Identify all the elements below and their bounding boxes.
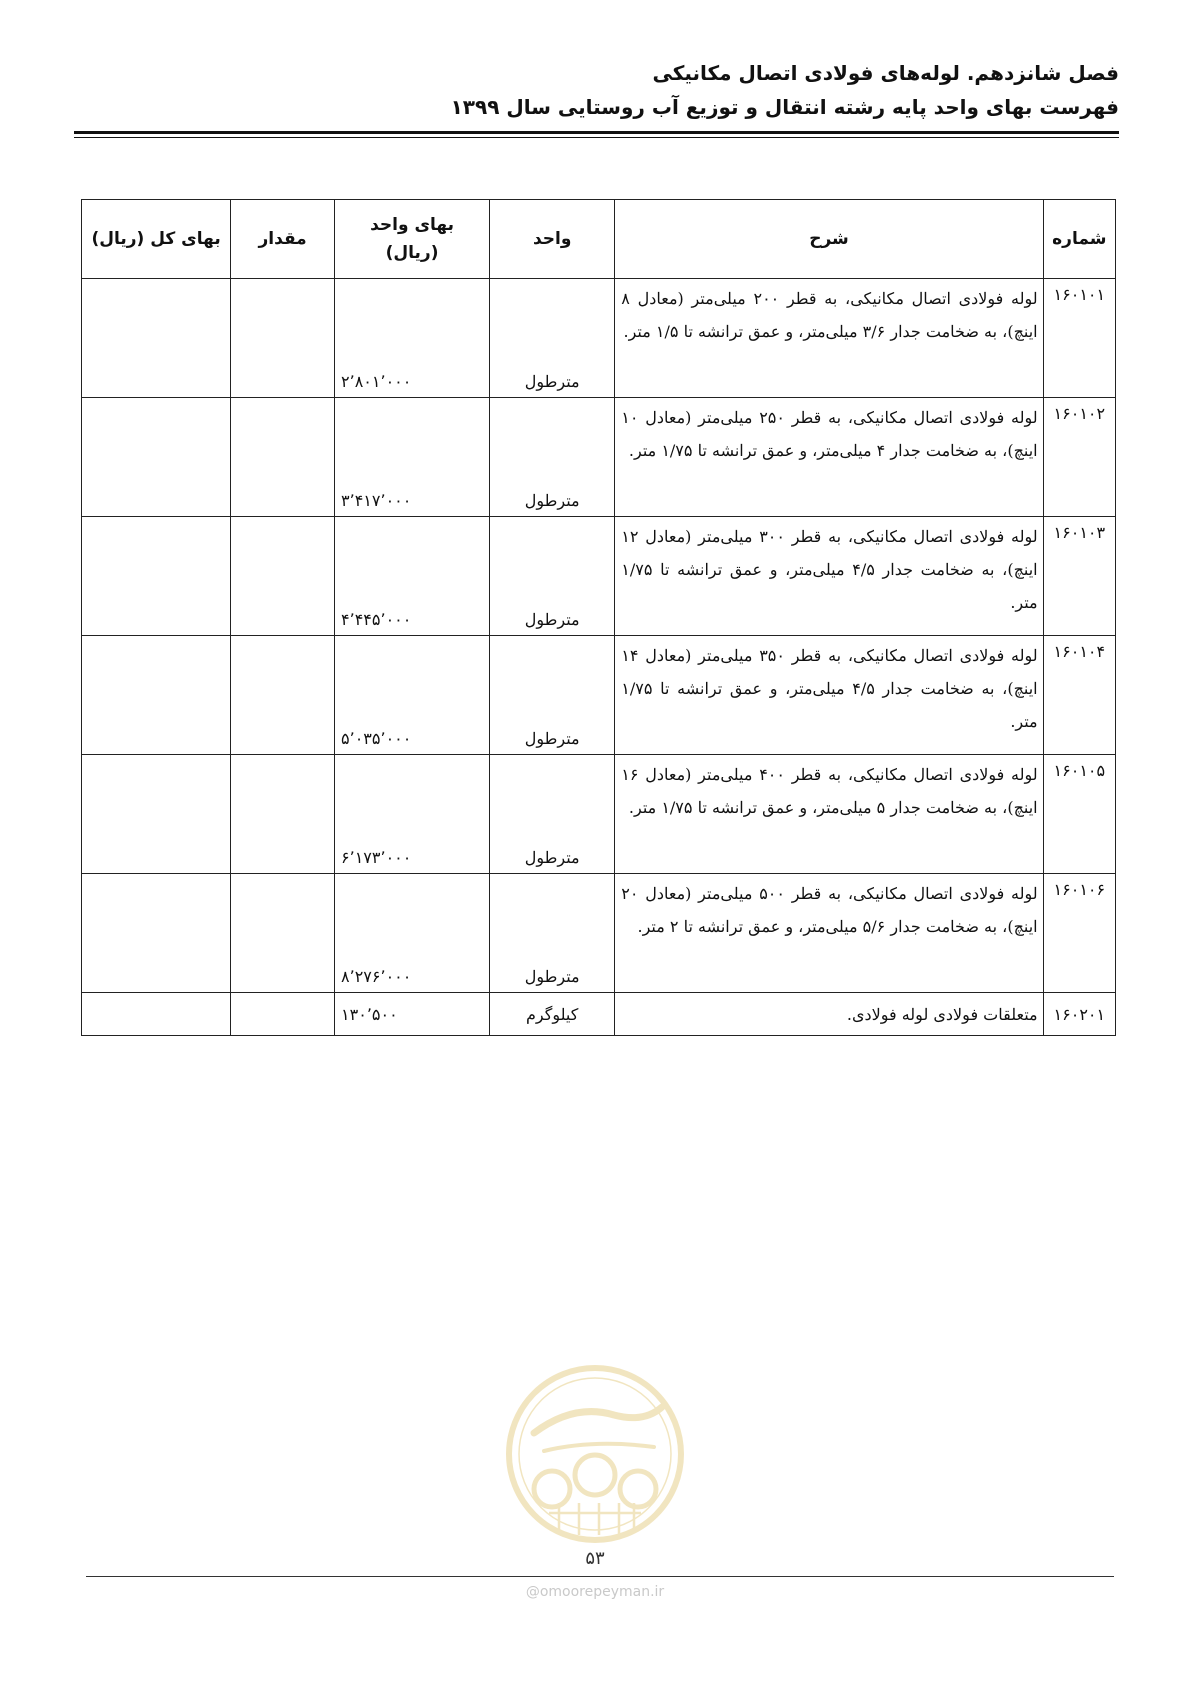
row-description: لوله فولادی اتصال مکانیکی، به قطر ۵۰۰ میلی‌متر (معادل ۲۰ اینچ)، به ضخامت جدار ۵/۶ میلی‌متر، و عمق ترانشه تا ۲ متر. — [615, 874, 1043, 993]
row-description: لوله فولادی اتصال مکانیکی، به قطر ۳۵۰ میلی‌متر (معادل ۱۴ اینچ)، به ضخامت جدار ۴/۵ میلی‌متر، و عمق ترانشه تا ۱/۷۵ متر. — [615, 636, 1043, 755]
row-total — [82, 874, 231, 993]
row-quantity — [231, 517, 335, 636]
row-unit: مترطول — [490, 517, 615, 636]
table-row — [82, 993, 1116, 1036]
row-unit-price: ۶٬۱۷۳٬۰۰۰ — [335, 755, 490, 874]
row-total — [82, 398, 231, 517]
row-description: لوله فولادی اتصال مکانیکی، به قطر ۲۵۰ میلی‌متر (معادل ۱۰ اینچ)، به ضخامت جدار ۴ میلی‌متر، و عمق ترانشه تا ۱/۷۵ متر. — [615, 398, 1043, 517]
document-title: فهرست بهای واحد پایه رشته انتقال و توزیع آب روستایی سال ۱۳۹۹ — [450, 95, 1119, 119]
row-unit-price: ۴٬۴۴۵٬۰۰۰ — [335, 517, 490, 636]
row-unit-price: ۳٬۴۱۷٬۰۰۰ — [335, 398, 490, 517]
row-number: ۱۶۰۱۰۵ — [1043, 755, 1115, 874]
header-unit-price-currency: (ریال) — [385, 243, 439, 263]
row-number: ۱۶۰۱۰۴ — [1043, 636, 1115, 755]
footer-website: @omoorepeyman.ir — [525, 1584, 665, 1600]
row-description: متعلقات فولادی لوله فولادی. — [615, 993, 1043, 1036]
row-unit-price: ۵٬۰۳۵٬۰۰۰ — [335, 636, 490, 755]
header-quantity: مقدار — [231, 200, 335, 279]
table-row — [82, 279, 1116, 398]
row-quantity — [231, 755, 335, 874]
table-header-row — [82, 200, 1116, 279]
header-rule-thick — [74, 131, 1119, 134]
row-unit: کیلوگرم — [490, 993, 615, 1036]
header-number: شماره — [1043, 200, 1115, 279]
page-number: ۵۳ — [585, 1548, 605, 1569]
header-unit-price-title: بهای واحد — [370, 215, 455, 235]
chapter-title: فصل شانزدهم. لوله‌های فولادی اتصال مکانیکی — [652, 61, 1119, 85]
page-header — [69, 56, 1119, 124]
table-row — [82, 755, 1116, 874]
watermark-logo — [504, 1363, 686, 1545]
row-number: ۱۶۰۱۰۳ — [1043, 517, 1115, 636]
row-number: ۱۶۰۱۰۲ — [1043, 398, 1115, 517]
row-number: ۱۶۰۲۰۱ — [1043, 993, 1115, 1036]
header-unit-price — [335, 200, 490, 279]
row-total — [82, 517, 231, 636]
row-unit: مترطول — [490, 636, 615, 755]
row-description: لوله فولادی اتصال مکانیکی، به قطر ۲۰۰ میلی‌متر (معادل ۸ اینچ)، به ضخامت جدار ۳/۶ میلی‌متر، و عمق ترانشه تا ۱/۵ متر. — [615, 279, 1043, 398]
row-quantity — [231, 279, 335, 398]
row-unit: مترطول — [490, 874, 615, 993]
row-number: ۱۶۰۱۰۱ — [1043, 279, 1115, 398]
price-table — [81, 199, 1116, 1036]
header-description: شرح — [615, 200, 1043, 279]
row-quantity — [231, 993, 335, 1036]
row-unit: مترطول — [490, 398, 615, 517]
row-unit-price: ۱۳۰٬۵۰۰ — [335, 993, 490, 1036]
table-row — [82, 874, 1116, 993]
row-total — [82, 755, 231, 874]
row-total — [82, 279, 231, 398]
row-quantity — [231, 398, 335, 517]
table-row — [82, 636, 1116, 755]
header-rule-thin — [74, 137, 1119, 138]
row-quantity — [231, 874, 335, 993]
table-row — [82, 398, 1116, 517]
row-unit: مترطول — [490, 755, 615, 874]
row-quantity — [231, 636, 335, 755]
row-unit: مترطول — [490, 279, 615, 398]
header-unit: واحد — [490, 200, 615, 279]
row-description: لوله فولادی اتصال مکانیکی، به قطر ۴۰۰ میلی‌متر (معادل ۱۶ اینچ)، به ضخامت جدار ۵ میلی‌متر، و عمق ترانشه تا ۱/۷۵ متر. — [615, 755, 1043, 874]
header-total: بهای کل (ریال) — [82, 200, 231, 279]
row-number: ۱۶۰۱۰۶ — [1043, 874, 1115, 993]
row-total — [82, 993, 231, 1036]
row-unit-price: ۲٬۸۰۱٬۰۰۰ — [335, 279, 490, 398]
row-description: لوله فولادی اتصال مکانیکی، به قطر ۳۰۰ میلی‌متر (معادل ۱۲ اینچ)، به ضخامت جدار ۴/۵ میلی‌متر، و عمق ترانشه تا ۱/۷۵ متر. — [615, 517, 1043, 636]
row-unit-price: ۸٬۲۷۶٬۰۰۰ — [335, 874, 490, 993]
row-total — [82, 636, 231, 755]
footer-rule — [86, 1576, 1114, 1577]
table-row — [82, 517, 1116, 636]
